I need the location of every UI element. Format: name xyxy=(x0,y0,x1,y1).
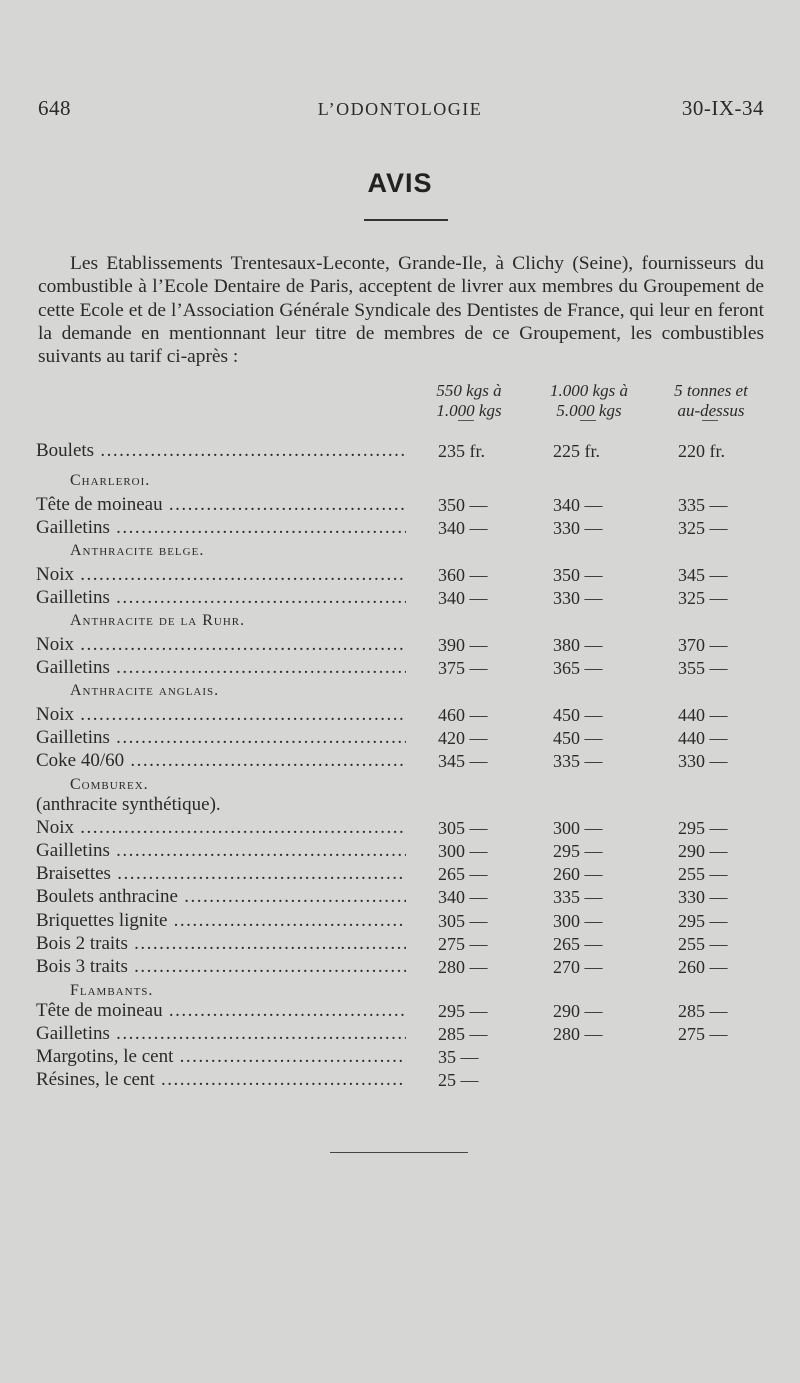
section-heading: Anthracite anglais. xyxy=(70,682,220,699)
price-cell-col3: 285 — xyxy=(678,1001,728,1021)
table-row xyxy=(36,494,776,516)
col-header-1-line1: 550 kgs à xyxy=(436,381,502,400)
price-cell-col1: 35 — xyxy=(438,1047,479,1067)
table-row xyxy=(36,1000,776,1022)
price-cell-col1: 295 — xyxy=(438,1001,488,1021)
price-cell-col2: 340 — xyxy=(553,495,603,515)
table-row xyxy=(36,517,776,539)
price-cell-col2: 450 — xyxy=(553,728,603,748)
price-cell-col1: 340 — xyxy=(438,588,488,608)
col-header-2 xyxy=(528,381,650,421)
row-label: Noix ..... xyxy=(36,564,406,586)
page-title: AVIS xyxy=(367,168,433,198)
price-cell-col3: 370 — xyxy=(678,635,728,655)
price-cell-col3: 275 — xyxy=(678,1024,728,1044)
price-cell-col2: 300 — xyxy=(553,818,603,838)
section-note: (anthracite synthétique). xyxy=(36,794,221,815)
price-cell-col2: 450 — xyxy=(553,705,603,725)
price-cell-col1: 305 — xyxy=(438,818,488,838)
price-cell-col3: 355 — xyxy=(678,658,728,678)
row-label: Coke 40/60 ..... xyxy=(36,750,406,772)
col-header-3-line2: au-dessus xyxy=(677,401,745,420)
row-label: Noix ..... xyxy=(36,704,406,726)
table-row xyxy=(36,863,776,885)
price-cell-col1: 460 — xyxy=(438,705,488,725)
table-row xyxy=(36,933,776,955)
col-dash-1 xyxy=(458,420,474,421)
price-cell-col2: 350 — xyxy=(553,565,603,585)
table-row xyxy=(36,817,776,839)
row-label: Bois 2 traits ..... xyxy=(36,933,406,955)
price-cell-col2: 330 — xyxy=(553,588,603,608)
row-label: Tête de moineau ..... xyxy=(36,1000,406,1022)
table-row xyxy=(36,1046,776,1068)
row-label: Margotins, le cent ..... xyxy=(36,1046,406,1068)
page-number: 648 xyxy=(38,96,71,120)
price-cell-col3: 295 — xyxy=(678,911,728,931)
price-cell-col3: 440 — xyxy=(678,728,728,748)
price-cell-col3: 440 — xyxy=(678,705,728,725)
price-cell-col2: 260 — xyxy=(553,864,603,884)
table-row xyxy=(36,956,776,978)
table-row xyxy=(36,886,776,908)
section-heading: Comburex. xyxy=(70,776,149,793)
col-dash-3 xyxy=(702,420,718,421)
row-label: Gailletins ..... xyxy=(36,657,406,679)
price-cell-col1: 360 — xyxy=(438,565,488,585)
price-cell-col2: 295 — xyxy=(553,841,603,861)
price-cell-col3: 345 — xyxy=(678,565,728,585)
price-cell-col1: 350 — xyxy=(438,495,488,515)
price-cell-col1: 275 — xyxy=(438,934,488,954)
row-label: Bois 3 traits ..... xyxy=(36,956,406,978)
price-cell-col3: 295 — xyxy=(678,818,728,838)
col-dash-2 xyxy=(580,420,596,421)
col-header-1 xyxy=(414,381,524,421)
table-row xyxy=(36,634,776,656)
section-heading: Charleroi. xyxy=(70,472,151,489)
price-cell-col1: 285 — xyxy=(438,1024,488,1044)
section-heading: Flambants. xyxy=(70,982,154,999)
section-heading: Anthracite de la Ruhr. xyxy=(70,612,246,629)
price-cell-col2: 380 — xyxy=(553,635,603,655)
table-row xyxy=(36,564,776,586)
table-row xyxy=(36,704,776,726)
price-cell-col1: 345 — xyxy=(438,751,488,771)
row-label: Gailletins ..... xyxy=(36,727,406,749)
table-row xyxy=(36,440,776,462)
price-cell-col3: 290 — xyxy=(678,841,728,861)
price-cell-col3: 220 fr. xyxy=(678,441,725,461)
price-cell-col2: 265 — xyxy=(553,934,603,954)
running-head: L’ODONTOLOGIE xyxy=(317,99,483,119)
row-label: Boulets ..... xyxy=(36,440,406,462)
table-row xyxy=(36,1069,776,1091)
price-cell-col2: 335 — xyxy=(553,887,603,907)
col-header-2-line1: 1.000 kgs à xyxy=(550,381,628,400)
price-cell-col3: 260 — xyxy=(678,957,728,977)
intro-text: Les Etablissements Trentesaux-Leconte, Grande-Ile, à Clichy (Seine), fournisseurs du combustible à l’Ecole Dentaire de Paris, acceptent de livrer aux membres du Groupement de cette Ecole et de l’Association Générale Syndicale des Dentistes de France, qui leur en feront la demande en mentionnant leur titre de membres de ce Groupement, les combustibles suivants au tarif ci-après : xyxy=(38,253,764,368)
row-label: Tête de moineau ..... xyxy=(36,494,406,516)
row-label: Noix ..... xyxy=(36,817,406,839)
price-cell-col3: 335 — xyxy=(678,495,728,515)
table-row xyxy=(36,750,776,772)
price-cell-col2: 290 — xyxy=(553,1001,603,1021)
price-cell-col1: 280 — xyxy=(438,957,488,977)
row-label: Gailletins ..... xyxy=(36,840,406,862)
table-row xyxy=(36,587,776,609)
row-label: Noix ..... xyxy=(36,634,406,656)
row-label: Gailletins ..... xyxy=(36,587,406,609)
price-cell-col2: 335 — xyxy=(553,751,603,771)
table-row xyxy=(36,657,776,679)
price-cell-col1: 390 — xyxy=(438,635,488,655)
col-header-3-line1: 5 tonnes et xyxy=(674,381,748,400)
table-row xyxy=(36,910,776,932)
col-header-1-line2: 1.000 kgs xyxy=(436,401,502,420)
price-cell-col2: 300 — xyxy=(553,911,603,931)
price-cell-col2: 225 fr. xyxy=(553,441,600,461)
row-label: Briquettes lignite ..... xyxy=(36,910,406,932)
row-label: Résines, le cent ..... xyxy=(36,1069,406,1091)
intro-paragraph xyxy=(38,252,764,368)
table-row xyxy=(36,1023,776,1045)
table-row xyxy=(36,840,776,862)
price-cell-col3: 330 — xyxy=(678,887,728,907)
price-cell-col1: 305 — xyxy=(438,911,488,931)
price-cell-col3: 325 — xyxy=(678,588,728,608)
price-cell-col2: 330 — xyxy=(553,518,603,538)
price-cell-col1: 25 — xyxy=(438,1070,479,1090)
issue-date: 30-IX-34 xyxy=(681,96,764,120)
row-label: Braisettes ..... xyxy=(36,863,406,885)
price-cell-col1: 265 — xyxy=(438,864,488,884)
price-cell-col1: 300 — xyxy=(438,841,488,861)
price-cell-col1: 340 — xyxy=(438,887,488,907)
price-cell-col3: 325 — xyxy=(678,518,728,538)
price-cell-col2: 365 — xyxy=(553,658,603,678)
col-header-2-line2: 5.000 kgs xyxy=(556,401,622,420)
row-label: Boulets anthracine ..... xyxy=(36,886,406,908)
price-cell-col2: 280 — xyxy=(553,1024,603,1044)
end-rule xyxy=(330,1152,468,1153)
col-header-3 xyxy=(652,381,770,421)
title-rule xyxy=(364,219,448,221)
row-label: Gailletins ..... xyxy=(36,1023,406,1045)
price-cell-col1: 340 — xyxy=(438,518,488,538)
price-cell-col1: 375 — xyxy=(438,658,488,678)
price-cell-col2: 270 — xyxy=(553,957,603,977)
section-heading: Anthracite belge. xyxy=(70,542,205,559)
price-cell-col3: 255 — xyxy=(678,864,728,884)
table-row xyxy=(36,727,776,749)
price-cell-col3: 330 — xyxy=(678,751,728,771)
price-cell-col3: 255 — xyxy=(678,934,728,954)
price-cell-col1: 420 — xyxy=(438,728,488,748)
row-label: Gailletins ..... xyxy=(36,517,406,539)
price-cell-col1: 235 fr. xyxy=(438,441,485,461)
